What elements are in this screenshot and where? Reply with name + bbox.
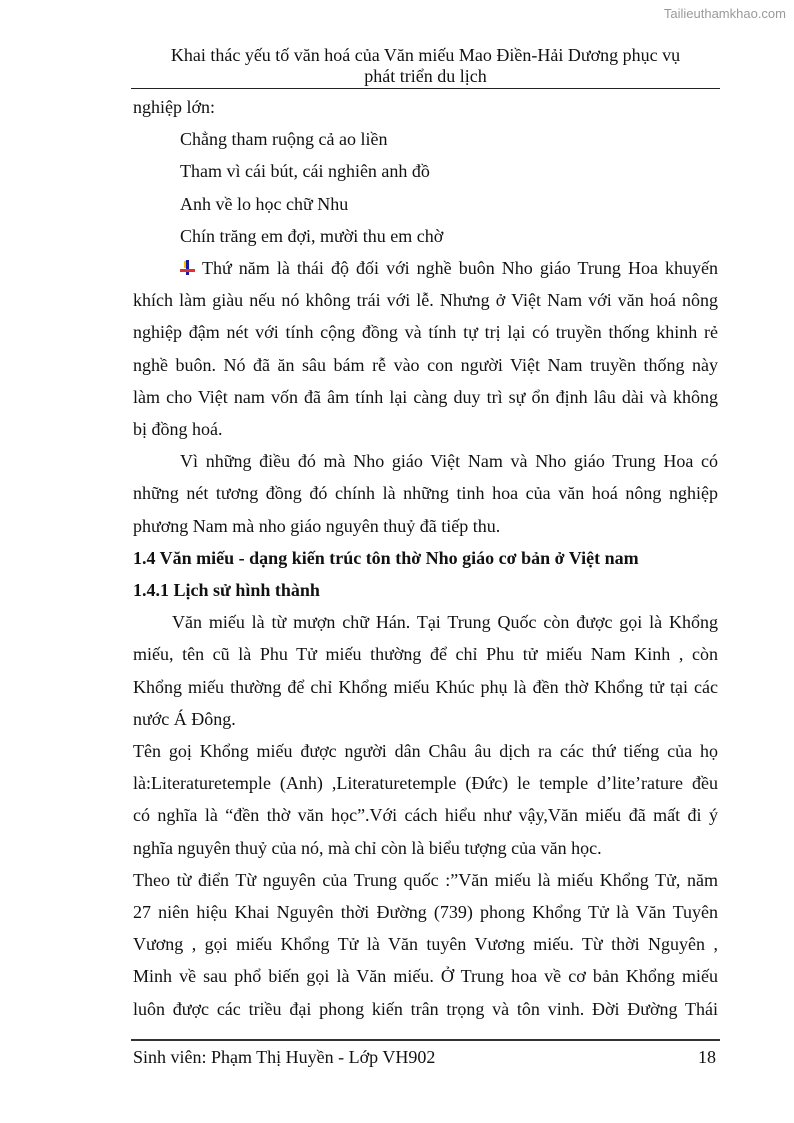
text-line bbox=[180, 193, 718, 215]
text-line bbox=[180, 257, 718, 279]
line-text: Chín trăng em đợi, mười thu em chờ bbox=[180, 225, 444, 246]
text-line bbox=[133, 289, 718, 311]
line-text: nghĩa nguyên thuỷ của nó, mà chỉ còn là biểu tượng của văn học. bbox=[133, 837, 602, 858]
text-line bbox=[180, 128, 718, 150]
line-text: Tham vì cái bút, cái nghiên anh đồ bbox=[180, 161, 430, 182]
line-text: có nghĩa là “đền thờ văn học”.Với cách hiểu như vậy,Văn miếu đã mất đi ý bbox=[133, 805, 718, 826]
header-title-line2: phát triển du lịch bbox=[364, 66, 487, 86]
line-text: Văn miếu là từ mượn chữ Hán. Tại Trung Quốc còn được gọi là Khổng bbox=[172, 612, 718, 633]
page-number: 18 bbox=[698, 1047, 716, 1067]
text-line bbox=[133, 933, 718, 955]
text-line bbox=[133, 708, 718, 730]
text-line bbox=[180, 160, 718, 182]
line-text: Thứ năm là thái độ đối với nghề buôn Nho giáo Trung Hoa khuyến bbox=[202, 258, 718, 278]
section-heading bbox=[133, 547, 718, 569]
line-text: khích làm giàu nếu nó không trái với lễ. Nhưng ở Việt Nam với văn hoá nông bbox=[133, 290, 718, 311]
text-line bbox=[133, 901, 718, 923]
line-text: luôn được các triều đại phong kiến trân trọng và tôn vinh. Đời Đường Thái bbox=[133, 998, 718, 1019]
text-line bbox=[133, 418, 718, 440]
line-text: Theo từ điển Từ nguyên của Trung quốc :”Văn miếu là miếu Khổng Tử, năm bbox=[133, 869, 718, 890]
line-text: những nét tương đồng đó chính là những tinh hoa của văn hoá nông nghiệp bbox=[133, 483, 718, 504]
text-line bbox=[133, 386, 718, 408]
footer-rule bbox=[131, 1039, 720, 1041]
line-text: Tên goị Khổng miếu được người dân Châu âu dịch ra các thứ tiếng của họ bbox=[133, 741, 718, 761]
text-line bbox=[133, 772, 718, 794]
text-line bbox=[133, 515, 718, 537]
line-text: nghiệp đậm nét với tính cộng đồng và tính tự trị lại có truyền thống khinh rẻ bbox=[133, 322, 718, 343]
text-line bbox=[133, 804, 718, 826]
text-line bbox=[133, 998, 718, 1020]
text-line bbox=[133, 740, 718, 762]
watermark: Tailieuthamkhao.com bbox=[663, 6, 786, 21]
text-line bbox=[133, 837, 718, 859]
text-line bbox=[133, 676, 718, 698]
line-text: Khổng miếu thường để chỉ Khổng miếu Khúc phụ là đền thờ Khổng tử tại các bbox=[133, 676, 718, 697]
text-line bbox=[172, 611, 718, 633]
line-text: miếu, tên cũ là Phu Tử miếu thường để chỉ Phu tử miếu Nam Kinh , còn bbox=[133, 644, 718, 665]
text-line bbox=[133, 482, 718, 504]
header-rule bbox=[131, 88, 720, 89]
line-text: Chẳng tham ruộng cả ao liền bbox=[180, 129, 388, 150]
bullet-icon bbox=[180, 260, 196, 276]
footer-author: Sinh viên: Phạm Thị Huyền - Lớp VH902 bbox=[133, 1047, 436, 1067]
line-text: Vương , gọi miếu Khổng Tử là Văn tuyên Vương miếu. Từ thời Nguyên , bbox=[133, 934, 718, 955]
line-text: bị đồng hoá. bbox=[133, 419, 223, 439]
line-text: Vì những điều đó mà Nho giáo Việt Nam và Nho giáo Trung Hoa có bbox=[180, 451, 718, 472]
line-text: 27 niên hiệu Khai Nguyên thời Đường (739) phong Khổng Tử là Văn Tuyên bbox=[133, 902, 718, 922]
line-text: nước Á Đông. bbox=[133, 708, 236, 729]
text-line bbox=[133, 643, 718, 665]
text-line bbox=[133, 321, 718, 343]
section-heading bbox=[133, 579, 718, 601]
text-line bbox=[133, 96, 718, 118]
text-line bbox=[180, 450, 718, 472]
line-text: 1.4 Văn miếu - dạng kiến trúc tôn thờ Nho giáo cơ bản ở Việt nam bbox=[133, 547, 639, 568]
line-text: là:Literaturetemple (Anh) ,Literaturetemple (Đức) le temple d’lite’rature đều bbox=[133, 773, 718, 794]
line-text: làm cho Việt nam vốn đã âm tính lại càng duy trì sự ổn định lâu dài và không bbox=[133, 386, 718, 407]
line-text: nghiệp lớn: bbox=[133, 97, 216, 117]
line-text: nghề buôn. Nó đã ăn sâu bám rễ vào con người Việt Nam truyền thống này bbox=[133, 354, 718, 375]
line-text: phương Nam mà nho giáo nguyên thuỷ đã tiếp thu. bbox=[133, 515, 501, 536]
header-title-line1: Khai thác yếu tố văn hoá của Văn miếu Mao Điền-Hải Dương phục vụ bbox=[170, 45, 681, 65]
text-line bbox=[133, 965, 718, 987]
text-line bbox=[133, 354, 718, 376]
line-text: Anh về lo học chữ Nhu bbox=[180, 193, 349, 214]
line-text: Minh về sau phổ biến gọi là Văn miếu. Ở Trung hoa về cơ bản Khổng miếu bbox=[133, 966, 718, 987]
text-line bbox=[180, 225, 718, 247]
text-line bbox=[133, 869, 718, 891]
line-text: 1.4.1 Lịch sử hình thành bbox=[133, 580, 320, 600]
